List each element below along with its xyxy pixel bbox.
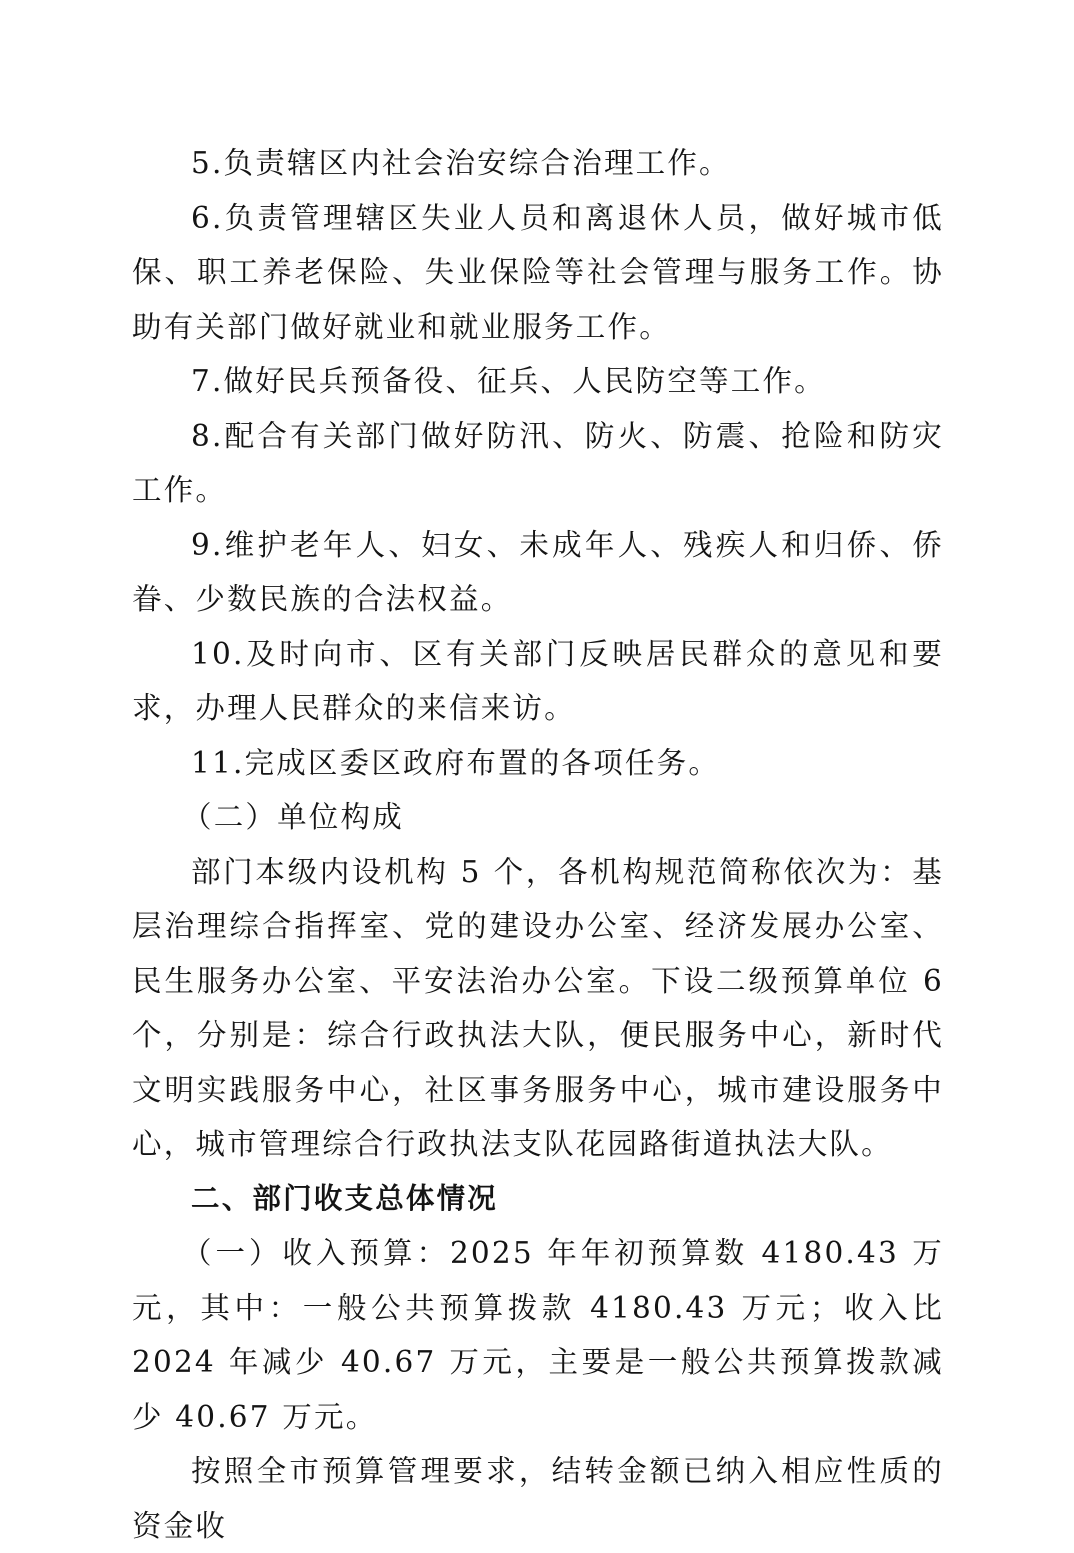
section-heading-unit-composition: （二）单位构成 <box>182 800 404 834</box>
duty-item-8: 8.配合有关部门做好防汛、防火、防震、抢险和防灾工作。 <box>132 418 944 507</box>
carryover-paragraph: 按照全市预算管理要求，结转金额已纳入相应性质的资金收 <box>132 1454 944 1543</box>
duty-item-7: 7.做好民兵预备役、征兵、人民防空等工作。 <box>191 364 826 398</box>
unit-composition-paragraph: 部门本级内设机构 5 个，各机构规范简称依次为：基层治理综合指挥室、党的建设办公室、经济发展办公室、民生服务办公室、平安法治办公室。下设二级预算单位 6 个，分别是：综合行政执法大队，便民服务中心，新时代文明实践服务中心，社区事务服务中心，城市建设服务中心，城市管理综合行政执法支队花园路街道执法大队。 <box>132 854 944 1161</box>
duty-item-6: 6.负责管理辖区失业人员和离退休人员，做好城市低保、职工养老保险、失业保险等社会管理与服务工作。协助有关部门做好就业和就业服务工作。 <box>132 200 944 344</box>
duty-item-10: 10.及时向市、区有关部门反映居民群众的意见和要求，办理人民群众的来信来访。 <box>132 636 944 725</box>
duty-item-9: 9.维护老年人、妇女、未成年人、残疾人和归侨、侨眷、少数民族的合法权益。 <box>132 527 944 616</box>
duty-item-11: 11.完成区委区政府布置的各项任务。 <box>191 745 721 780</box>
section-heading-budget-overview: 二、部门收支总体情况 <box>191 1181 499 1215</box>
duty-item-5: 5.负责辖区内社会治安综合治理工作。 <box>191 146 731 180</box>
income-budget-paragraph: （一）收入预算：2025 年年初预算数 4180.43 万元，其中：一般公共预算拨款 4180.43 万元；收入比 2024 年减少 40.67 万元，主要是一般公共预算拨款减少 40.67 万元。 <box>132 1236 944 1434</box>
document-body <box>132 136 944 1553</box>
